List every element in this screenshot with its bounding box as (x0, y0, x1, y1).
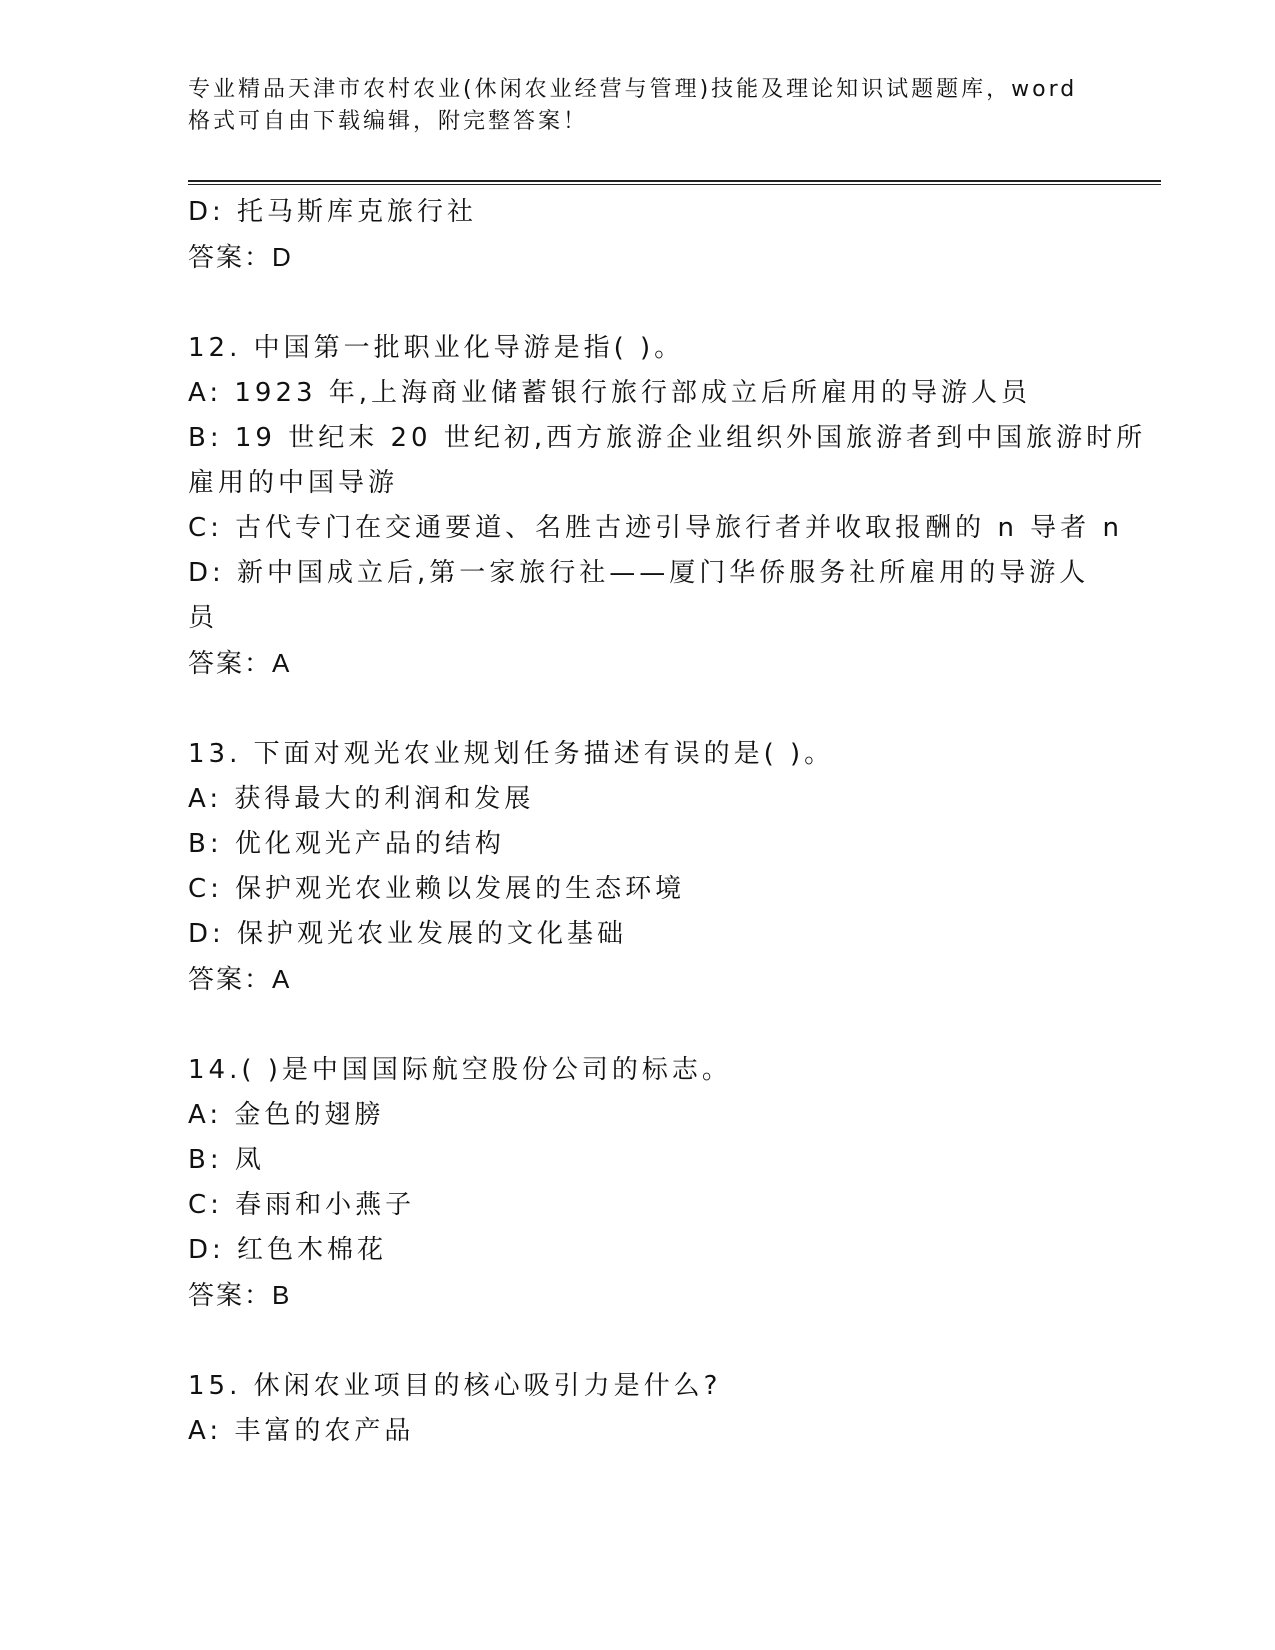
question-text: 15. 休闲农业项目的核心吸引力是什么? (188, 1371, 722, 1401)
option-c: C: 保护观光农业赖以发展的生态环境 (188, 874, 686, 904)
question-13 (188, 732, 1088, 1002)
option-d: D: 托马斯库克旅行社 (188, 197, 478, 227)
spacer (188, 280, 1088, 326)
option-b-line-1: B: 19 世纪末 20 世纪初,西方旅游企业组织外国旅游者到中国旅游时所 (188, 423, 1147, 453)
question-text: 13. 下面对观光农业规划任务描述有误的是( )。 (188, 739, 835, 769)
spacer (188, 686, 1088, 732)
option-b: B: 凤 (188, 1145, 265, 1175)
spacer (188, 1002, 1088, 1048)
question-14 (188, 1048, 1088, 1318)
answer-line: 答案：A (188, 648, 292, 678)
answer-line: 答案：D (188, 242, 293, 272)
header-line-2: 格式可自由下载编辑，附完整答案！ (188, 109, 589, 134)
question-list (188, 190, 1147, 1454)
option-a: A: 1923 年,上海商业储蓄银行旅行部成立后所雇用的导游人员 (188, 378, 1032, 408)
question-15 (188, 1364, 1088, 1454)
option-a: A: 金色的翅膀 (188, 1100, 385, 1130)
question-12 (188, 326, 1147, 686)
option-c: C: 春雨和小燕子 (188, 1190, 416, 1220)
question-11-tail (188, 190, 1088, 280)
answer-line: 答案：A (188, 964, 292, 994)
header-line-1: 专业精品天津市农村农业(休闲农业经营与管理)技能及理论知识试题题库，word (188, 77, 1078, 102)
answer-line: 答案：B (188, 1280, 292, 1310)
option-b-line-2: 雇用的中国导游 (188, 468, 399, 498)
question-text: 12. 中国第一批职业化导游是指( )。 (188, 333, 685, 363)
spacer (188, 1318, 1088, 1364)
option-a: A: 丰富的农产品 (188, 1416, 415, 1446)
option-d-line-1: D: 新中国成立后,第一家旅行社——厦门华侨服务社所雇用的导游人 (188, 558, 1090, 588)
document-header (188, 74, 1088, 138)
header-divider (188, 180, 1161, 185)
option-d: D: 红色木棉花 (188, 1235, 388, 1265)
option-a: A: 获得最大的利润和发展 (188, 784, 535, 814)
option-d-line-2: 员 (188, 603, 219, 633)
option-b: B: 优化观光产品的结构 (188, 829, 505, 859)
option-c: C: 古代专门在交通要道、名胜古迹引导旅行者并收取报酬的 n 导者 n (188, 513, 1123, 543)
question-text: 14.( )是中国国际航空股份公司的标志。 (188, 1055, 732, 1085)
option-d: D: 保护观光农业发展的文化基础 (188, 919, 628, 949)
